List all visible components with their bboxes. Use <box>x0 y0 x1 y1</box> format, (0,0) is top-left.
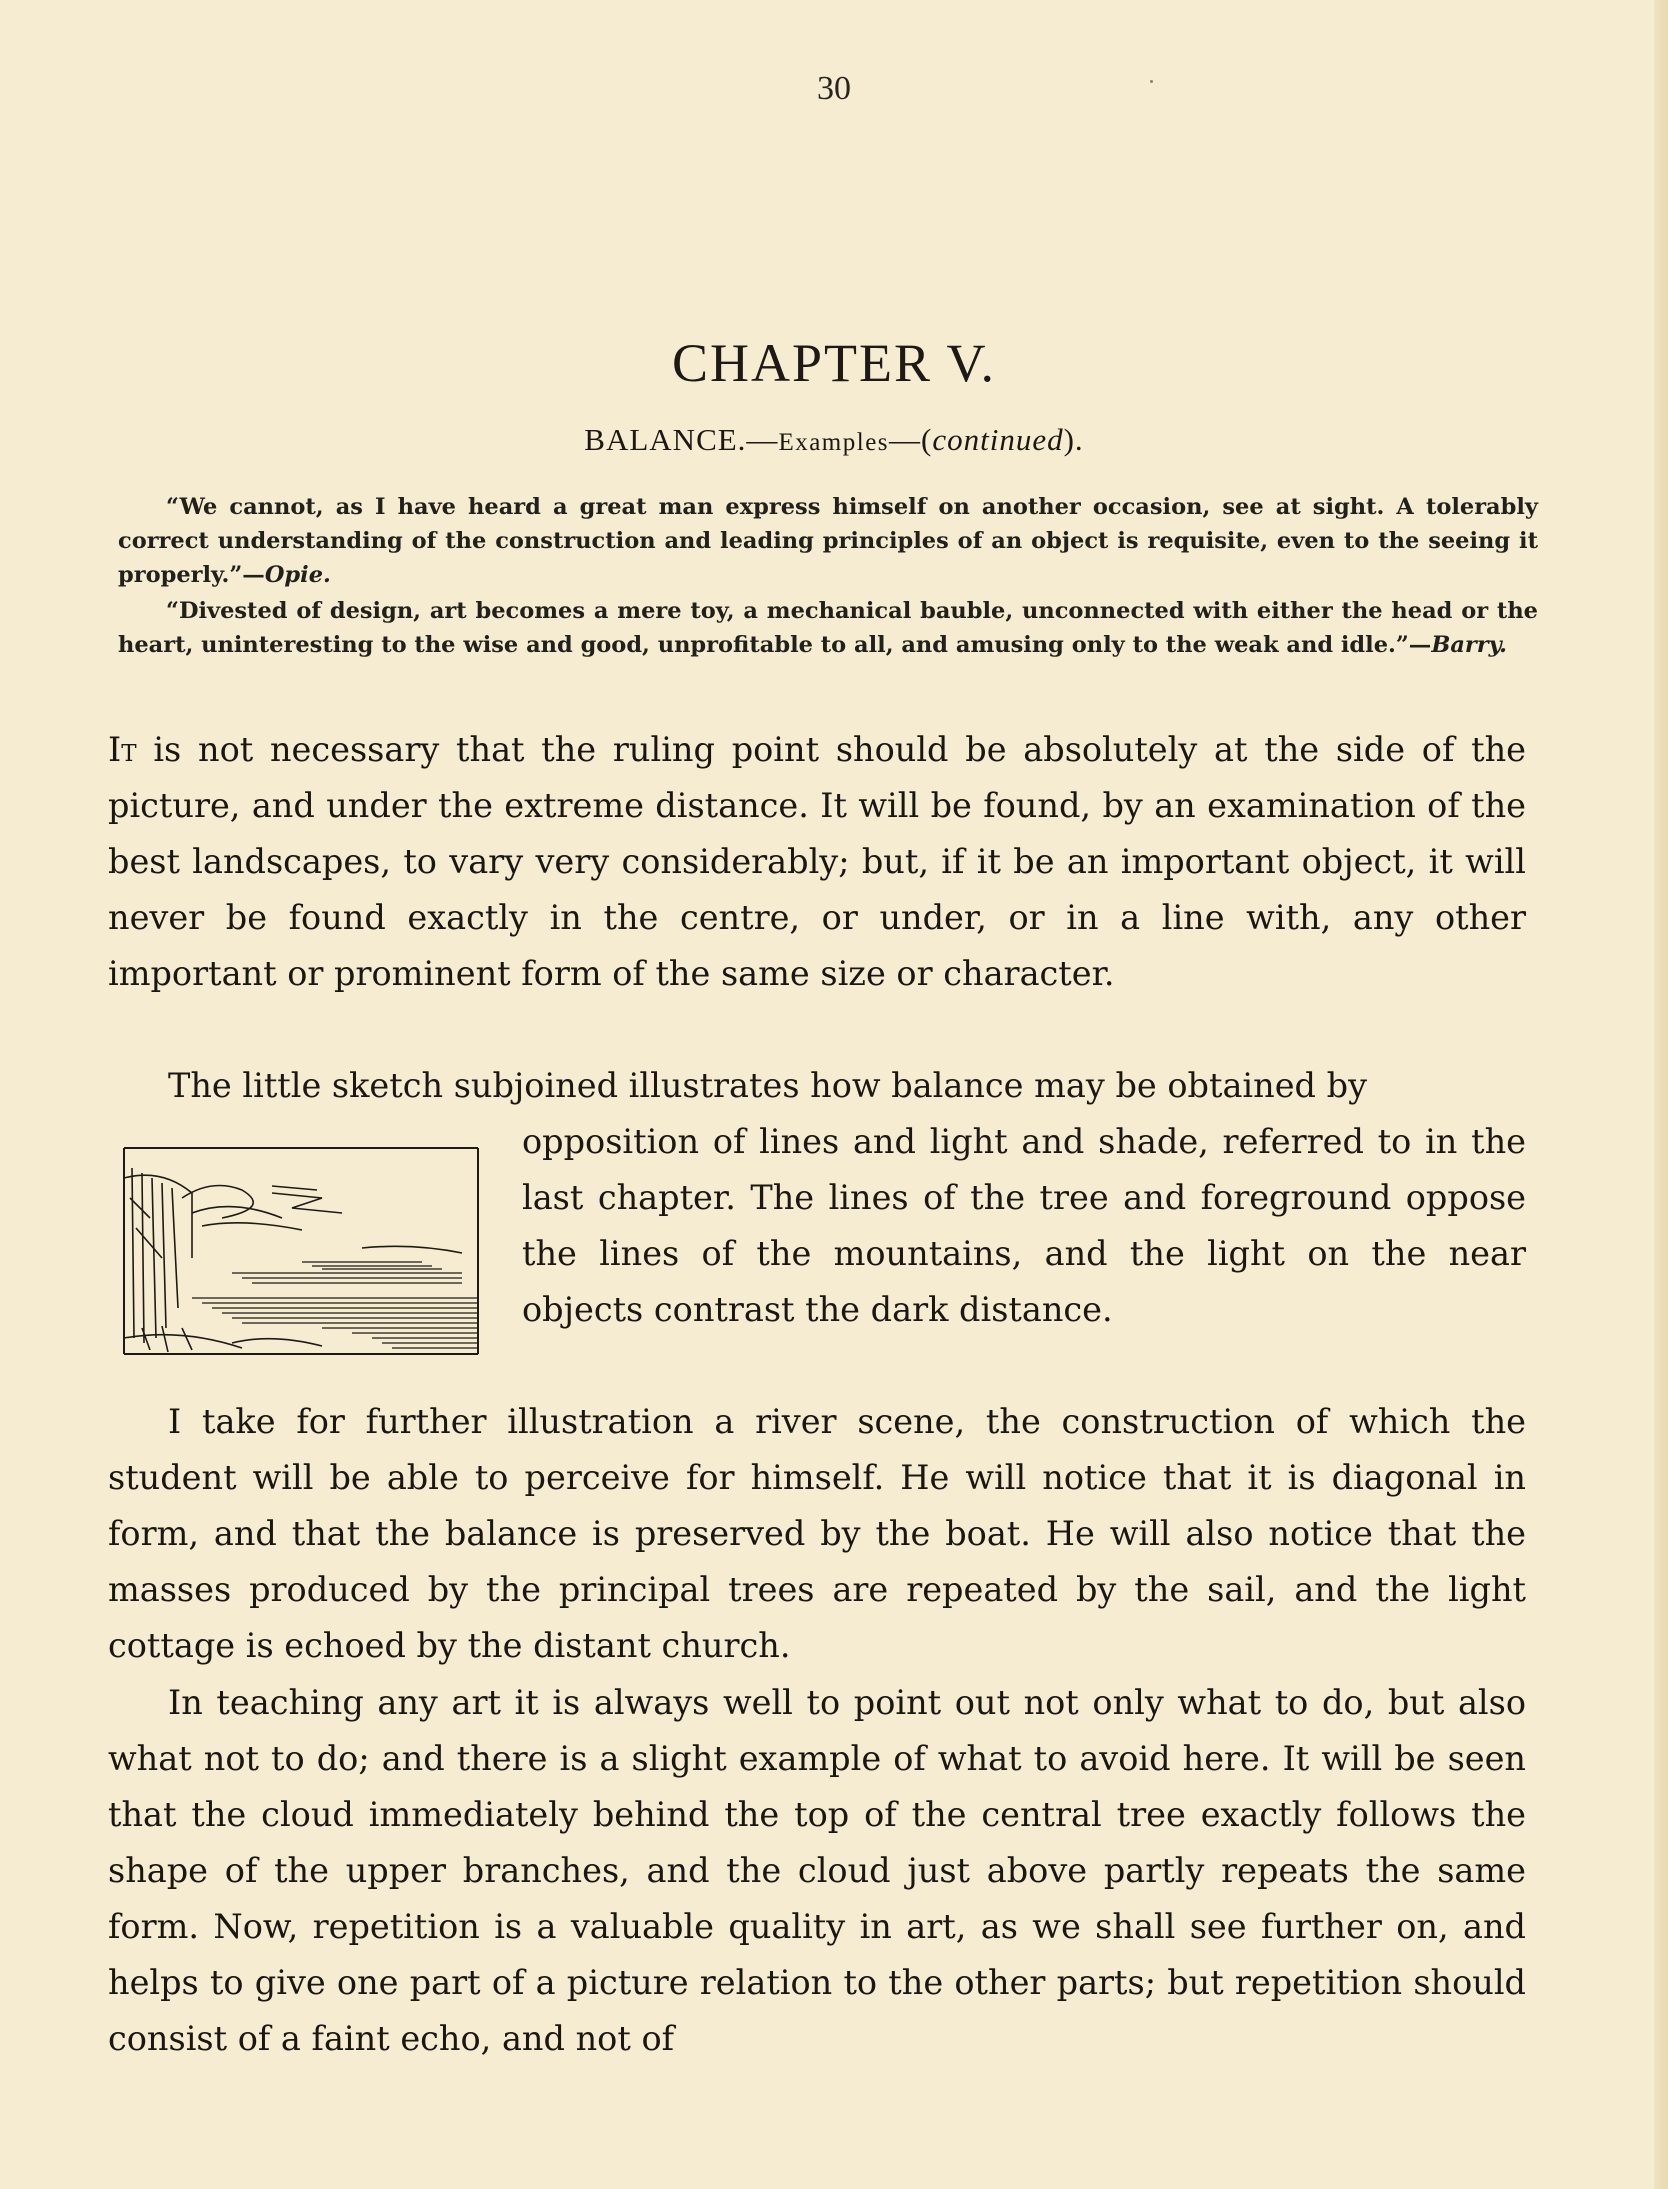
subtitle-continued: continued <box>932 422 1064 457</box>
paragraph-ruling-point <box>108 722 1526 1002</box>
epigraph-author: Barry. <box>1431 632 1507 658</box>
paragraph-text: is not necessary that the ruling point should be absolutely at the side of the picture, and under the extreme distance. It will be found, by an examination of the best landscapes, to vary very considerably; but, if it be an important object, it will never be found exactly in the centre, or under, or in a line with, any other important or prominent form of the same size or character. <box>108 730 1526 993</box>
paragraph-teaching: In teaching any art it is always well to point out not only what to do, but also what not to do; and there is a slight example of what to avoid here. It will be seen that the cloud immediately behind the top of the central tree exactly follows the shape of the upper branches, and the cloud just above partly repeats the same form. Now, repetition is a valuable quality in art, as we shall see further on, and helps to give one part of a picture relation to the other parts; but repetition should consist of a faint echo, and not of <box>108 1683 1526 2058</box>
subtitle-examples: Examples <box>778 429 890 456</box>
subtitle-dash: —( <box>889 422 933 457</box>
chapter-title: CHAPTER V. <box>671 333 997 393</box>
subtitle-end: ). <box>1063 422 1084 457</box>
page-edge <box>1654 0 1668 2189</box>
subtitle-balance: BALANCE.— <box>584 422 779 457</box>
paragraph-sketch-intro: The little sketch subjoined illustrates how balance may be obtained by <box>168 1066 1367 1105</box>
paragraph-sketch-wrap: opposition of lines and light and shade, referred to in the last chapter. The lines of the tree and foreground oppose the lines of the mountains, and the light on the near objects contrast the dark distance. <box>522 1122 1526 1329</box>
paragraph-lead-word: It <box>108 730 137 769</box>
epigraph-author: Opie. <box>264 562 331 588</box>
epigraph-text: “Divested of design, art becomes a mere toy, a mechanical bauble, unconnected with either the head or the heart, uninteresting to the wise and good, unprofitable to all, and amusing only to the weak and idle.”— <box>118 598 1538 658</box>
landscape-sketch-icon <box>122 1138 480 1356</box>
page-number: 30 <box>817 70 851 107</box>
chapter-subtitle <box>0 422 1668 458</box>
epigraph-barry <box>118 594 1538 662</box>
epigraph-text: “We cannot, as I have heard a great man express himself on another occasion, see at sight. A tolerably correct understanding of the construction and leading principles of an object is requisite, even to the seeing it properly.”— <box>118 494 1538 588</box>
paragraph-river-scene: I take for further illustration a river scene, the construction of which the student will be able to perceive for himself. He will notice that it is diagonal in form, and that the balance is preserved by the boat. He will also notice that the masses produced by the principal trees are repeated by the sail, and the light cottage is echoed by the distant church. <box>108 1402 1526 1665</box>
epigraph-opie <box>118 490 1538 592</box>
